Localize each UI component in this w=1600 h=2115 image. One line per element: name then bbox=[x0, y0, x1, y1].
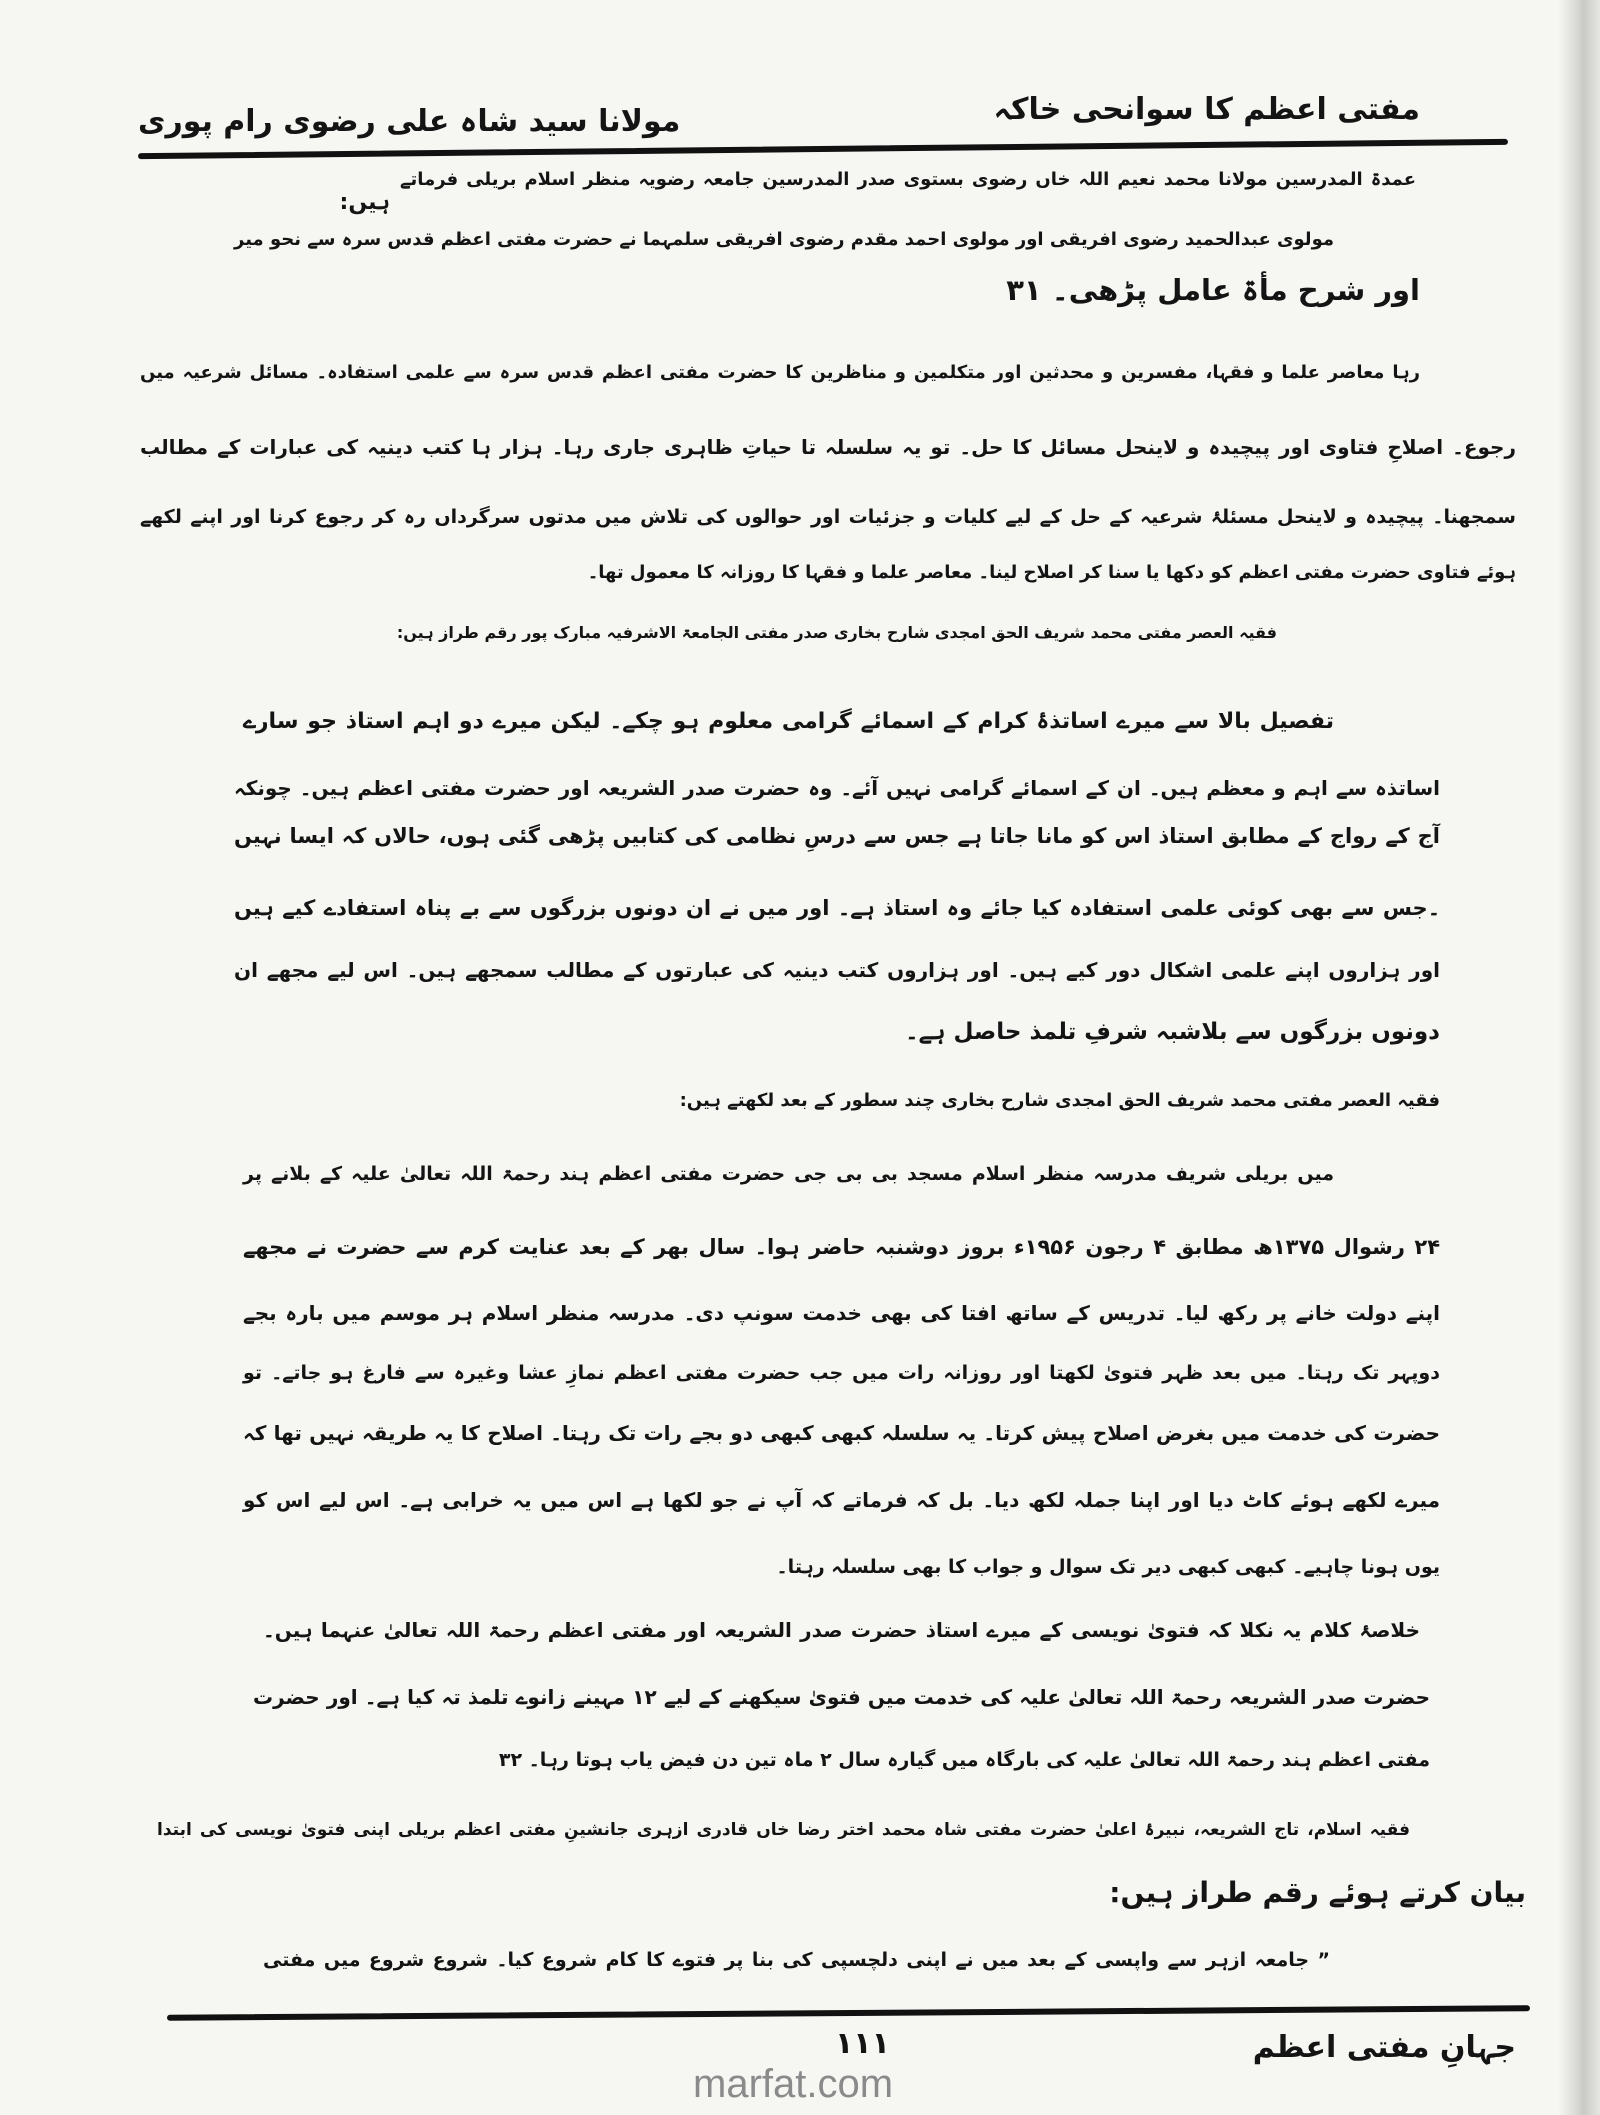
footer-rule bbox=[167, 2005, 1530, 2021]
text-line: میرے لکھے ہوئے کاٹ دیا اور اپنا جملہ لکھ دیا۔ بل کہ فرماتے کہ آپ نے جو لکھا ہے اس میں یہ خرابی ہے۔ اس لیے اس کو bbox=[243, 1488, 1440, 1512]
text-line: دوپہر تک رہتا۔ میں بعد ظہر فتویٰ لکھتا اور روزانہ رات میں جب حضرت مفتی اعظم نمازِ عشا وغیرہ سے فارغ ہو جاتے۔ تو bbox=[243, 1362, 1440, 1384]
text-line: ” جامعہ ازہر سے واپسی کے بعد میں نے اپنی دلچسپی کی بنا پر فتوے کا کام شروع کیا۔ شروع شروع میں مفتی bbox=[263, 1949, 1330, 1971]
text-line: رہا معاصر علما و فقہا، مفسرین و محدثین اور متکلمین و مناظرین کا حضرت مفتی اعظم قدس سرہ سے علمی استفادہ۔ مسائل شرعیہ میں bbox=[140, 362, 1420, 383]
text-line: حضرت کی خدمت میں بغرض اصلاح پیش کرتا۔ یہ سلسلہ کبھی کبھی دو بجے رات تک رہتا۔ اصلاح کا یہ طریقہ نہیں تھا کہ bbox=[243, 1421, 1440, 1445]
page-edge-shadow bbox=[1558, 0, 1600, 2115]
text-line: فقیہ اسلام، تاج الشریعہ، نبیرۂ اعلیٰ حضرت مفتی شاہ محمد اختر رضا خاں قادری ازہری جانشینِ مفتی اعظم بریلی اپنی فتویٰ نویسی کی ابتدا bbox=[157, 1820, 1410, 1840]
text-line: اساتذہ سے اہم و معظم ہیں۔ ان کے اسمائے گرامی نہیں آئے۔ وہ حضرت صدر الشریعہ اور حضرت مفتی اعظم ہیں۔ چونکہ bbox=[234, 776, 1441, 800]
text-line: میں بریلی شریف مدرسہ منظر اسلام مسجد بی بی جی حضرت مفتی اعظم ہند رحمۃ اللہ تعالیٰ علیہ کے بلانے پر bbox=[243, 1163, 1334, 1185]
running-header-author: مولانا سید شاہ علی رضوی رام پوری bbox=[138, 104, 681, 139]
text-line: ۲۴ رشوال ۱۳۷۵ھ مطابق ۴ رجون ۱۹۵۶ء بروز دوشنبہ حاضر ہوا۔ سال بھر کے بعد عنایت کرم سے حضرت نے مجھے bbox=[243, 1235, 1441, 1259]
text-line: اور شرح مأۃ عامل پڑھی۔ ۳۱ bbox=[1006, 273, 1420, 307]
text-line: یوں ہونا چاہیے۔ کبھی کبھی دیر تک سوال و جواب کا بھی سلسلہ رہتا۔ bbox=[776, 1556, 1440, 1578]
text-line: عمدۃ المدرسین مولانا محمد نعیم اللہ خاں رضوی بستوی صدر المدرسین جامعہ رضویہ منظر اسلام بریلی فرماتے bbox=[400, 169, 1416, 190]
text-line: ہوئے فتاوی حضرت مفتی اعظم کو دکھا یا سنا کر اصلاح لینا۔ معاصر علما و فقہا کا روزانہ کا معمول تھا۔ bbox=[587, 562, 1516, 583]
footer-book-title: جہانِ مفتی اعظم bbox=[1252, 2030, 1516, 2065]
text-line: حضرت صدر الشریعہ رحمۃ اللہ تعالیٰ علیہ کی خدمت میں فتویٰ سیکھنے کے لیے ۱۲ مہینے زانوے تلمذ تہ کیا ہے۔ اور حضرت bbox=[253, 1685, 1430, 1709]
text-line: اور ہزاروں اپنے علمی اشکال دور کیے ہیں۔ اور ہزاروں کتب دینیہ کی عبارتوں کے مطالب سمجھے ہیں۔ اس لیے مجھے ان bbox=[234, 958, 1440, 982]
text-line: اپنے دولت خانے پر رکھ لیا۔ تدریس کے ساتھ افتا کی بھی خدمت سونپ دی۔ مدرسہ منظر اسلام ہر موسم میں بارہ بجے bbox=[243, 1301, 1440, 1325]
text-line: خلاصۂ کلام یہ نکلا کہ فتویٰ نویسی کے میرے استاذ حضرت صدر الشریعہ اور مفتی اعظم رحمۃ اللہ تعالیٰ عنہما ہیں۔ bbox=[263, 1618, 1420, 1642]
text-line: دونوں بزرگوں سے بلاشبہ شرفِ تلمذ حاصل ہے۔ bbox=[905, 1019, 1440, 1045]
text-line: فقیہ العصر مفتی محمد شریف الحق امجدی شارح بخاری چند سطور کے بعد لکھتے ہیں: bbox=[679, 1090, 1440, 1111]
text-line: آج کے رواج کے مطابق استاذ اس کو مانا جاتا ہے جس سے درسِ نظامی کی کتابیں پڑھی گئی ہوں، حالاں کہ ایسا نہیں bbox=[234, 824, 1440, 848]
text-line: تفصیل بالا سے میرے اساتذۂ کرام کے اسمائے گرامی معلوم ہو چکے۔ لیکن میرے دو اہم استاذ جو سارے bbox=[243, 709, 1334, 734]
text-line: بیان کرتے ہوئے رقم طراز ہیں: bbox=[1109, 1876, 1526, 1909]
page-number: ۱۱۱ bbox=[835, 2026, 890, 2061]
text-line: ۔جس سے بھی کوئی علمی استفادہ کیا جائے وہ استاذ ہے۔ اور میں نے ان دونوں بزرگوں سے بے پناہ استفادے کیے ہیں bbox=[234, 896, 1440, 920]
text-line: مولوی عبدالحمید رضوی افریقی اور مولوی احمد مقدم رضوی افریقی سلمہما نے حضرت مفتی اعظم قدس سرہ سے نحو میر bbox=[234, 229, 1334, 250]
text-line: ہیں: bbox=[339, 190, 390, 215]
text-line: مفتی اعظم ہند رحمۃ اللہ تعالیٰ علیہ کی بارگاہ میں گیارہ سال ۲ ماہ تین دن فیض یاب ہوتا رہا۔ ۳۲ bbox=[498, 1749, 1430, 1771]
text-line: فقیہ العصر مفتی محمد شریف الحق امجدی شارح بخاری صدر مفتی الجامعۃ الاشرفیہ مبارک پور رقم طراز ہیں: bbox=[396, 623, 1277, 642]
running-header-title: مفتی اعظم کا سوانحی خاکہ bbox=[993, 92, 1420, 127]
watermark: marfat.com bbox=[693, 2062, 894, 2106]
text-line: سمجھنا۔ پیچیدہ و لاینحل مسئلۂ شرعیہ کے حل کے لیے کلیات و جزئیات اور حوالوں کی تلاش میں مدتوں سرگرداں رہ کر رجوع کرنا اور اپنے لکھے bbox=[140, 506, 1516, 528]
text-line: رجوع۔ اصلاحِ فتاوی اور پیچیدہ و لاینحل مسائل کا حل۔ تو یہ سلسلہ تا حیاتِ ظاہری جاری رہا۔ ہزار ہا کتب دینیہ کی عبارات کے مطالب bbox=[140, 435, 1516, 459]
